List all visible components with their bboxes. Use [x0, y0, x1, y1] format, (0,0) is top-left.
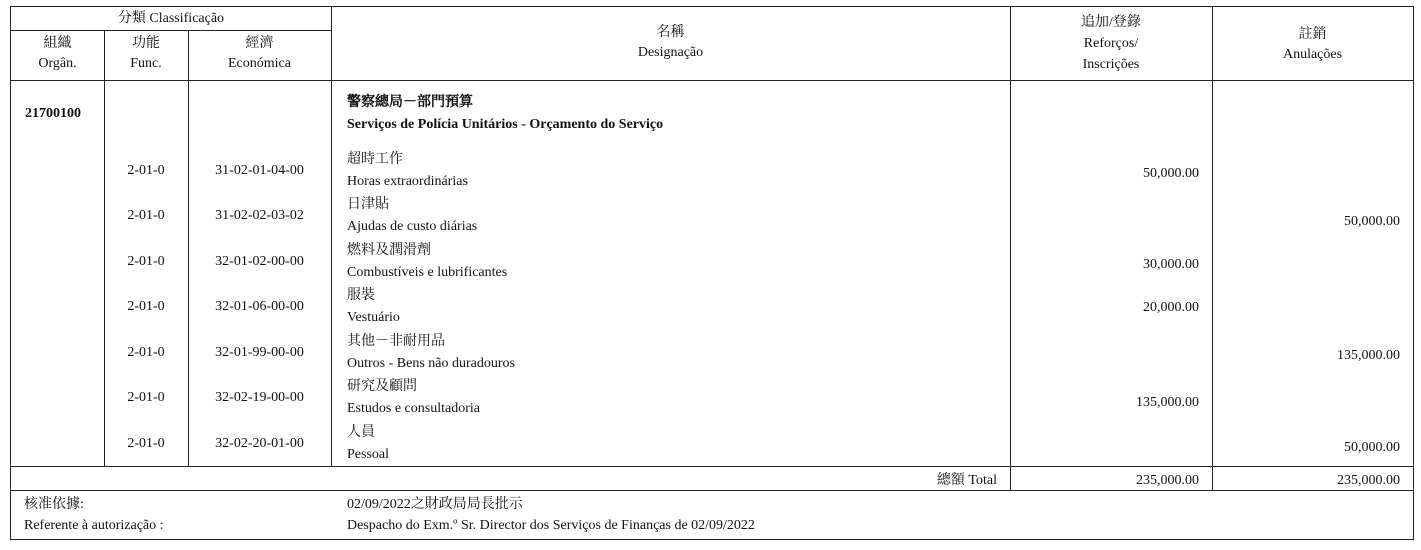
cancellation-header-pt: Anulações: [1282, 47, 1343, 62]
econ-code: 31-02-02-03-02: [215, 208, 304, 223]
authorization-text-pt: Despacho do Exm.º Sr. Director dos Serviços de Finanças de 02/09/2022: [347, 518, 755, 533]
department-name-zh: 警察總局－部門預算: [347, 95, 473, 110]
item-name-pt: Combustíveis e lubrificantes: [347, 265, 508, 280]
func-code: 2-01-0: [127, 390, 165, 405]
cancellation-amount: 50,000.00: [1344, 440, 1400, 455]
reinforcement-header-pt2: Inscrições: [1082, 57, 1140, 72]
authorization-label-pt: Referente à autorização :: [24, 518, 164, 533]
item-name-pt: Horas extraordinárias: [347, 174, 468, 189]
item-name-zh: 燃料及潤滑劑: [347, 243, 431, 258]
func-code: 2-01-0: [127, 254, 165, 269]
item-name-pt: Pessoal: [347, 447, 389, 462]
authorization-label-zh: 核准依據:: [24, 497, 84, 512]
func-code: 2-01-0: [127, 208, 165, 223]
divider: [11, 30, 331, 31]
econ-header-zh: 經濟: [245, 36, 274, 51]
total-reinforcement: 235,000.00: [1136, 473, 1199, 488]
item-name-pt: Ajudas de custo diárias: [347, 219, 478, 234]
econ-code: 32-01-99-00-00: [215, 345, 304, 360]
item-name-zh: 超時工作: [347, 152, 403, 167]
item-name-pt: Vestuário: [347, 310, 400, 325]
econ-code: 32-02-19-00-00: [215, 390, 304, 405]
item-name-zh: 研究及顧問: [347, 379, 417, 394]
divider: [11, 466, 1413, 467]
divider: [331, 7, 332, 466]
designation-header-zh: 名稱: [656, 25, 685, 40]
item-name-zh: 服裝: [347, 288, 375, 303]
reinforcement-header-pt1: Reforços/: [1083, 36, 1139, 51]
designation-header-pt: Designação: [637, 45, 704, 60]
reinforcement-amount: 20,000.00: [1143, 300, 1199, 315]
econ-code: 31-02-01-04-00: [215, 163, 304, 178]
econ-code: 32-02-20-01-00: [215, 436, 304, 451]
item-name-zh: 人員: [347, 425, 375, 440]
divider: [11, 80, 1413, 81]
total-label: 總額 Total: [936, 473, 997, 488]
func-code: 2-01-0: [127, 436, 165, 451]
organ-header-pt: Orgân.: [38, 56, 77, 71]
authorization-section: [10, 491, 1414, 540]
cancellation-amount: 135,000.00: [1337, 348, 1400, 363]
organ-header-zh: 組織: [43, 36, 72, 51]
cancellation-amount: 50,000.00: [1344, 214, 1400, 229]
econ-code: 32-01-06-00-00: [215, 299, 304, 314]
organ-code: 21700100: [25, 106, 81, 121]
authorization-text-zh: 02/09/2022之財政局局長批示: [347, 497, 523, 512]
func-code: 2-01-0: [127, 299, 165, 314]
cancellation-header-zh: 註銷: [1298, 27, 1327, 42]
item-name-pt: Outros - Bens não duradouros: [347, 356, 515, 371]
budget-table: [10, 6, 1414, 491]
total-cancellation: 235,000.00: [1337, 473, 1400, 488]
func-header-pt: Func.: [130, 56, 162, 71]
reinforcement-amount: 135,000.00: [1136, 395, 1199, 410]
item-name-zh: 其他－非耐用品: [347, 334, 445, 349]
department-name-pt: Serviços de Polícia Unitários - Orçamento do Serviço: [347, 117, 664, 132]
econ-header-pt: Económica: [228, 56, 291, 71]
func-code: 2-01-0: [127, 345, 165, 360]
classification-header: 分類 Classificação: [117, 11, 225, 26]
func-code: 2-01-0: [127, 163, 165, 178]
reinforcement-amount: 50,000.00: [1143, 166, 1199, 181]
reinforcement-header-zh: 追加/登錄: [1081, 15, 1141, 30]
econ-code: 32-01-02-00-00: [215, 254, 304, 269]
func-header-zh: 功能: [132, 36, 160, 51]
item-name-zh: 日津貼: [347, 197, 389, 212]
item-name-pt: Estudos e consultadoria: [347, 401, 480, 416]
reinforcement-amount: 30,000.00: [1143, 257, 1199, 272]
